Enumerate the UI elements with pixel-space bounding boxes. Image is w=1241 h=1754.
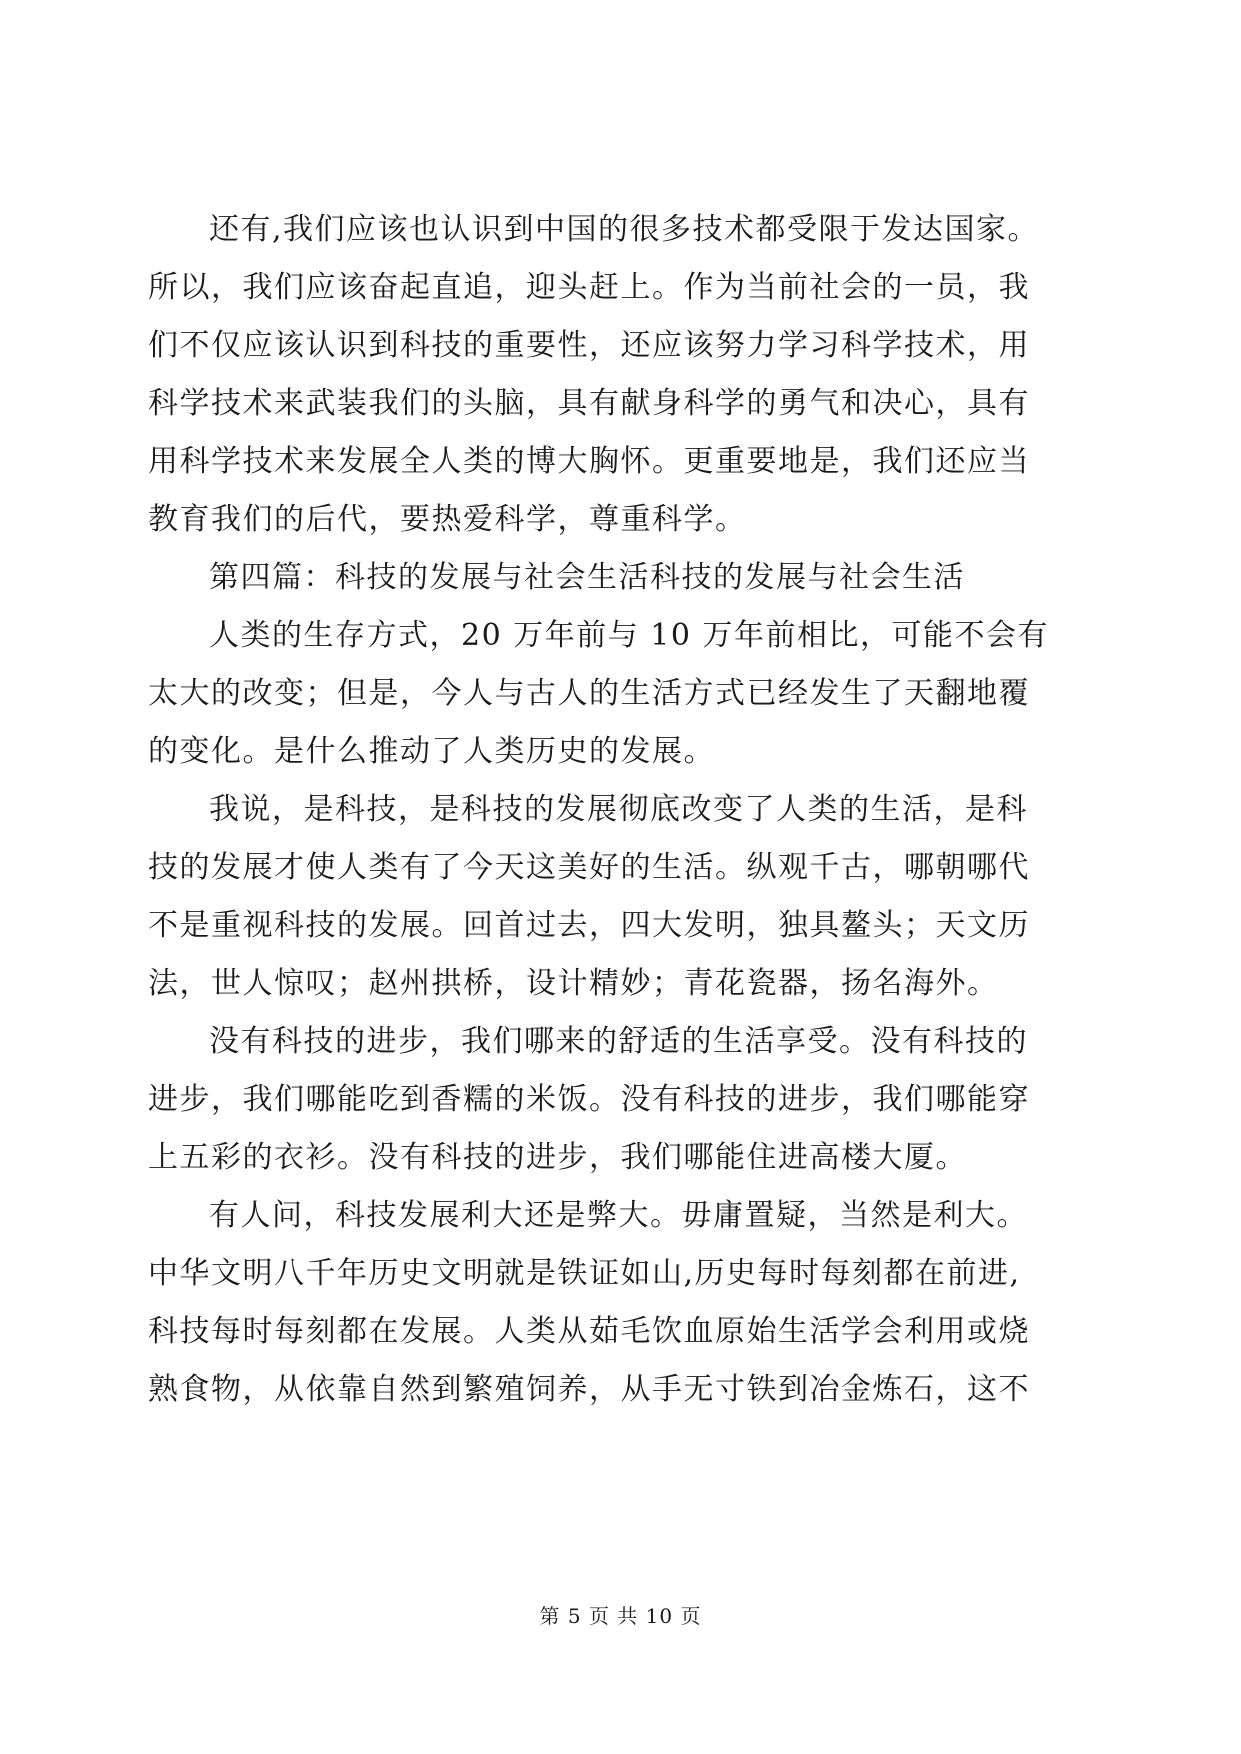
text-line: 进步，我们哪能吃到香糯的米饭。没有科技的进步，我们哪能穿	[148, 1082, 1030, 1117]
text-line: 所以，我们应该奋起直追，迎头赶上。作为当前社会的一员，我	[148, 270, 1030, 305]
text-line: 教育我们的后代，要热爱科学，尊重科学。	[148, 502, 747, 537]
text-line: 科学技术来武装我们的头脑，具有献身科学的勇气和决心，具有	[148, 386, 1030, 421]
text-line: 的变化。是什么推动了人类历史的发展。	[148, 734, 715, 769]
text-line: 熟食物，从依靠自然到繁殖饲养，从手无寸铁到冶金炼石，这不	[148, 1372, 1030, 1407]
text-line: 用科学技术来发展全人类的博大胸怀。更重要地是，我们还应当	[148, 444, 1030, 479]
text-line: 太大的改变；但是，今人与古人的生活方式已经发生了天翻地覆	[148, 676, 1030, 711]
text-line: 法，世人惊叹；赵州拱桥，设计精妙；青花瓷器，扬名海外。	[148, 966, 999, 1001]
text-line: 人类的生存方式，20 万年前与 10 万年前相比，可能不会有	[209, 618, 1049, 653]
text-line: 我说，是科技，是科技的发展彻底改变了人类的生活，是科	[209, 792, 1028, 827]
page-number-footer: 第 5 页 共 10 页	[539, 1604, 702, 1628]
text-line: 有人问，科技发展利大还是弊大。毋庸置疑，当然是利大。	[209, 1198, 1028, 1233]
section-heading: 第四篇：科技的发展与社会生活科技的发展与社会生活	[209, 560, 965, 595]
text-line: 们不仅应该认识到科技的重要性，还应该努力学习科学技术，用	[148, 328, 1030, 363]
text-line: 上五彩的衣衫。没有科技的进步，我们哪能住进高楼大厦。	[148, 1140, 967, 1175]
text-line: 没有科技的进步，我们哪来的舒适的生活享受。没有科技的	[209, 1024, 1028, 1059]
text-line: 科技每时每刻都在发展。人类从茹毛饮血原始生活学会利用或烧	[148, 1314, 1030, 1349]
text-line: 还有,我们应该也认识到中国的很多技术都受限于发达国家。	[209, 212, 1040, 247]
text-line: 不是重视科技的发展。回首过去，四大发明，独具鳌头；天文历	[148, 908, 1030, 943]
text-line: 技的发展才使人类有了今天这美好的生活。纵观千古，哪朝哪代	[148, 850, 1030, 885]
text-line: 中华文明八千年历史文明就是铁证如山,历史每时每刻都在前进,	[148, 1256, 1021, 1291]
